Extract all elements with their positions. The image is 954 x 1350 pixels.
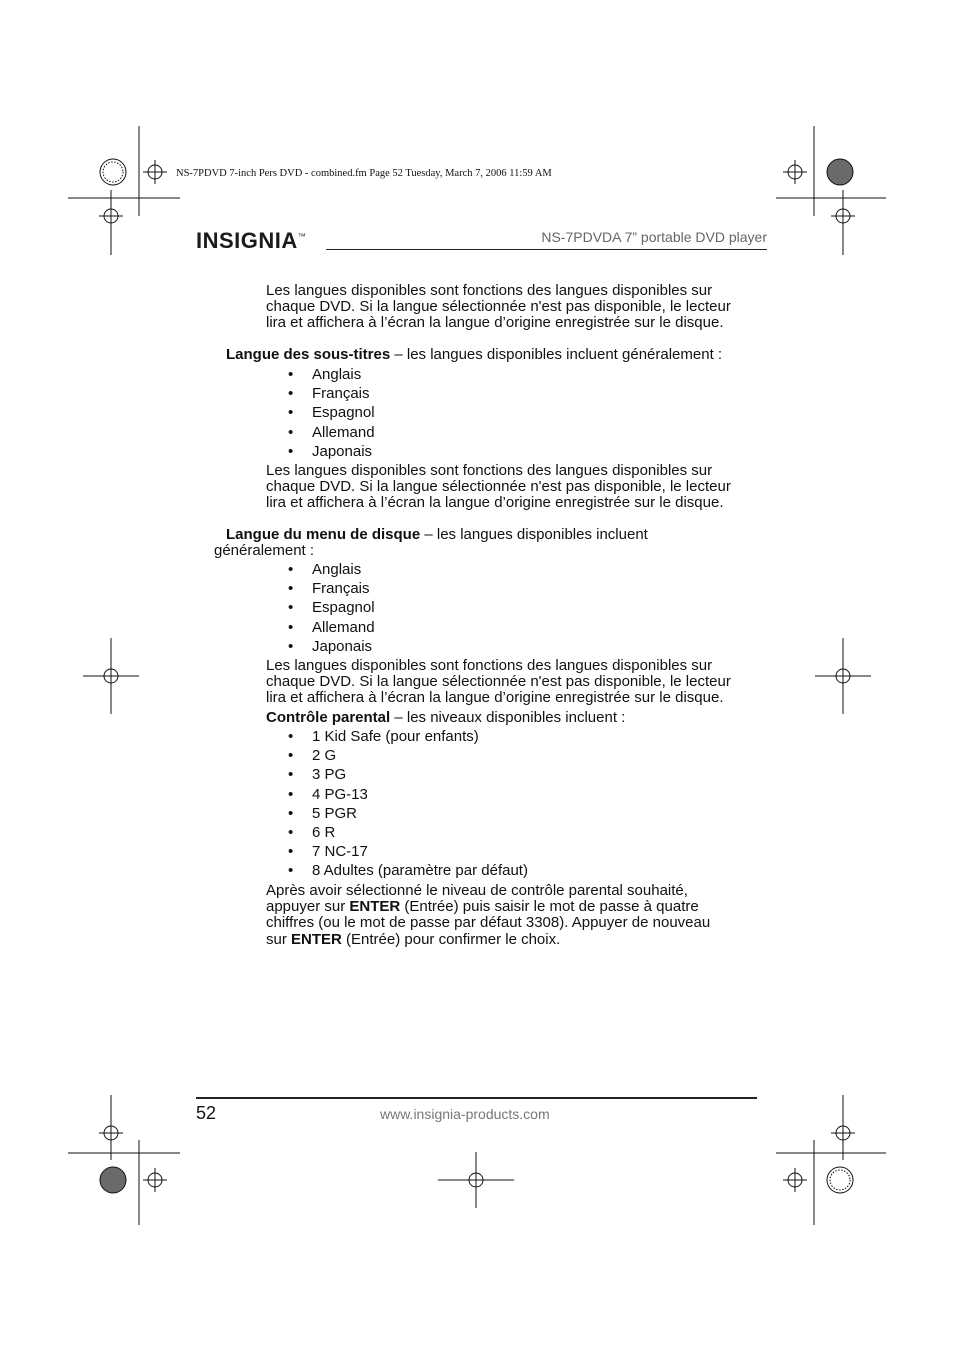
parental-instructions: Après avoir sélectionné le niveau de contrôle parental souhaité, appuyer sur ENTER (Entrée) puis saisir le mot de passe à quatre chiffres (ou le mot de passe par défaut 3308). Appuyer de nouveau sur ENTER (Entrée) pour confirmer le choix.: [266, 882, 711, 948]
list-item: • 7 NC-17: [288, 842, 528, 861]
list-item: • Espagnol: [288, 598, 375, 617]
list-item: • 3 PG: [288, 765, 528, 784]
disc-menu-list: [288, 560, 375, 656]
list-item: • Japonais: [288, 637, 375, 656]
list-item: • Anglais: [288, 365, 375, 384]
footer-rule: [196, 1097, 757, 1099]
disc-menu-heading-cont: généralement :: [214, 542, 315, 559]
availability-paragraph-1: Les langues disponibles sont fonctions des langues disponibles sur chaque DVD. Si la langue sélectionnée n'est pas disponible, le lecteur lira et affichera à l’écran la langue d’origine enregistrée sur le disque.: [266, 282, 731, 332]
footer-url: www.insignia-products.com: [380, 1106, 550, 1122]
parental-list: [288, 727, 528, 881]
list-item: • 2 G: [288, 746, 528, 765]
header-rule: [326, 249, 767, 250]
list-item: • 8 Adultes (paramètre par défaut): [288, 861, 528, 880]
list-item: • 1 Kid Safe (pour enfants): [288, 727, 528, 746]
list-item: • 6 R: [288, 823, 528, 842]
list-item: • 4 PG-13: [288, 785, 528, 804]
list-item: • 5 PGR: [288, 804, 528, 823]
list-item: • Français: [288, 579, 375, 598]
list-item: • Japonais: [288, 442, 375, 461]
insignia-logo: INSIGNIA™: [196, 228, 307, 253]
print-slug: NS-7PDVD 7-inch Pers DVD - combined.fm Page 52 Tuesday, March 7, 2006 11:59 AM: [176, 168, 552, 179]
list-item: • Allemand: [288, 618, 375, 637]
list-item: • Espagnol: [288, 403, 375, 422]
list-item: • Français: [288, 384, 375, 403]
parental-heading: Contrôle parental – les niveaux disponibles incluent :: [266, 709, 626, 726]
disc-menu-heading: Langue du menu de disque – les langues disponibles incluent: [226, 526, 648, 543]
list-item: • Anglais: [288, 560, 375, 579]
subtitles-list: [288, 365, 375, 461]
availability-paragraph-2: Les langues disponibles sont fonctions des langues disponibles sur chaque DVD. Si la langue sélectionnée n'est pas disponible, le lecteur lira et affichera à l’écran la langue d’origine enregistrée sur le disque.: [266, 462, 731, 512]
availability-paragraph-3: Les langues disponibles sont fonctions des langues disponibles sur chaque DVD. Si la langue sélectionnée n'est pas disponible, le lecteur lira et affichera à l’écran la langue d’origine enregistrée sur le disque.: [266, 657, 731, 707]
subtitles-heading: Langue des sous-titres – les langues disponibles incluent généralement :: [226, 346, 723, 363]
list-item: • Allemand: [288, 423, 375, 442]
product-title: NS-7PDVDA 7” portable DVD player: [541, 229, 767, 245]
page-number: 52: [196, 1103, 217, 1123]
